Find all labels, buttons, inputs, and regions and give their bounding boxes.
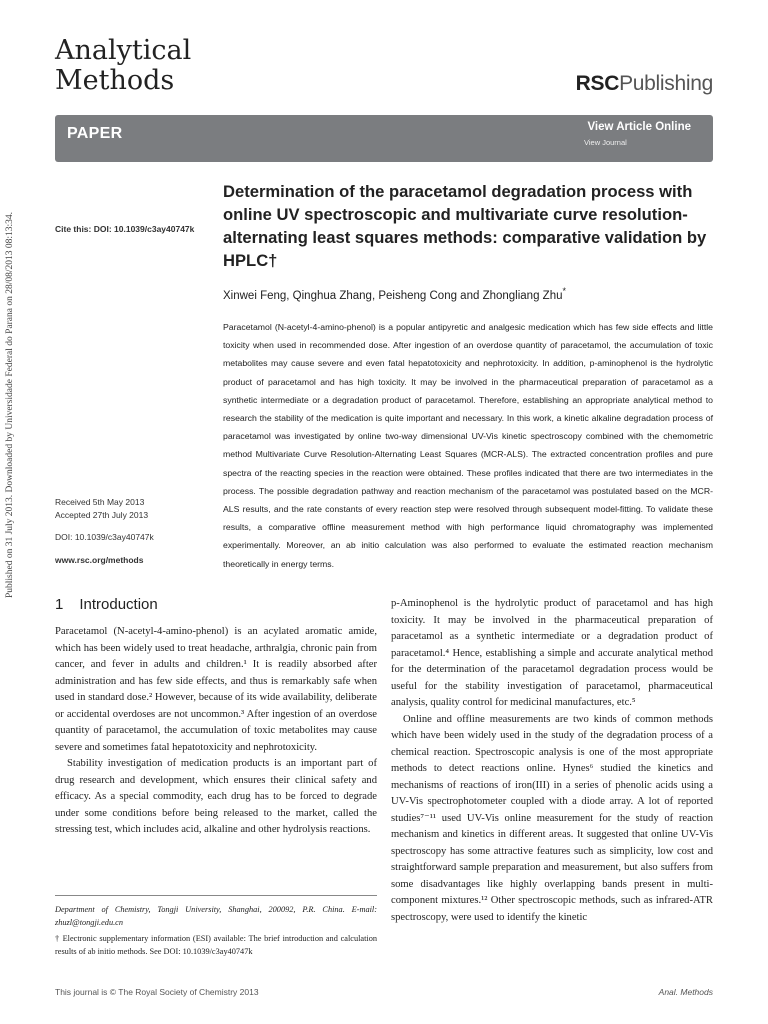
download-stamp-text: Published on 31 July 2013. Downloaded by Universidade Federal do Parana on 28/08/2013 08:13:34. [5,211,15,599]
footnotes [55,903,377,961]
right-column [391,596,713,926]
journal-title [55,36,191,96]
copyright-footer: This journal is © The Royal Society of Chemistry 2013 [55,987,259,997]
view-article-online-link[interactable]: View Article Online [587,121,691,133]
publisher-logo [576,72,713,96]
view-journal-link[interactable]: View Journal [584,138,627,147]
citation-doi: Cite this: DOI: 10.1039/c3ay40747k [55,224,195,234]
download-stamp [5,190,19,620]
abstract: Paracetamol (N-acetyl-4-amino-phenol) is a popular antipyretic and analgesic medication which has few side effects and little toxicity when used in recommended dose. After ingestion of an overdose quantity of paracetamol, the accumulation of toxic metabolites may cause severe and even fatal hepatotoxicity and nephrotoxicity. In addition, p-aminophenol is the hydrolytic product of paracetamol and has high toxicity. It may be involved in the pharmaceutical preparation of paracetamol as a synthetic intermediate or a degradation product of paracetamol. Therefore, establishing an appropriate analytical method to research the stability of the medication is quite important and necessary. In this work, a kinetic alkaline degradation process of paracetamol was investigated by online two-way dimensional UV-Vis kinetic spectroscopy combined with the chemometric method Multivariate Curve Resolution-Alternating Least Squares (MCR-ALS). The extracted concentration profiles and pure spectra of the reacting species in the reaction were obtained. These profiles indicated that there are two intermediates in the process. The possible degradation pathway and reaction mechanism of the paracetamol was postulated based on the MCR-ALS results, and the rate constants of every reaction step were resolved through subsequent model-fitting. To validate these results, a comparative offline measurement method with high performance liquid chromatography was implemented experimentally. Moreover, an ab initio calculation was also performed to evaluate the estimated reaction mechanism theoretically in energy terms. [223,322,713,569]
journal-url-link[interactable]: www.rsc.org/methods [55,555,144,565]
journal-title-line1: Analytical [55,35,192,66]
author-names: Xinwei Feng, Qinghua Zhang, Peisheng Cong and Zhongliang Zhu [223,289,563,302]
paper-title: Determination of the paracetamol degradation process with online UV spectroscopic and multivariate curve resolution-alternating least squares methods: comparative validation by HPLC† [223,182,707,270]
journal-title-line2: Methods [55,65,175,96]
article-type-banner [55,115,713,162]
article-type-label: PAPER [67,125,123,142]
section-heading [55,596,158,613]
article-history [55,496,148,522]
corresponding-author-mark: * [562,286,566,296]
affiliation-footnote: Department of Chemistry, Tongji University, Shanghai, 200092, P.R. China. E-mail: zhuzl@tongji.edu.cn [55,905,377,927]
footnote-divider [55,895,377,896]
section-title: Introduction [79,596,158,613]
section-number: 1 [55,596,64,613]
accepted-date: Accepted 27th July 2013 [55,510,149,520]
paragraph: Stability investigation of medication products is an important part of drug research and development, which ensures their clinical safety and efficacy. As a special commodity, each drug has to be forced to degrade under some conditions before being released to the market, called the stressing test, which includes acid, alkaline and other hydrolysis reactions. [55,758,377,835]
publisher-logo-publishing: Publishing [619,72,713,95]
journal-footer: Anal. Methods [658,987,713,997]
publisher-logo-rsc: RSC [575,72,620,95]
article-doi: DOI: 10.1039/c3ay40747k [55,532,154,542]
esi-footnote: † Electronic supplementary information (ESI) available: The brief introduction and calculation results of ab initio methods. See DOI: 10.1039/c3ay40747k [55,934,377,956]
left-column [55,624,377,839]
paragraph: Paracetamol (N-acetyl-4-amino-phenol) is an acylated aromatic amide, which has been widely used to treat headache, arthralgia, chronic pain from cancer, and fever in adults and children.¹ It is readily absorbed after administration and has few side effects, and thus is remarkably safe when used in standard dose.² However, because of its wide availability, deliberate or accidental overdoses are not uncommon.³ After ingestion of an overdose quantity of paracetamol, the accumulation of toxic metabolites may cause severe and sometimes fatal hepatotoxicity and nephrotoxicity. [55,626,377,753]
received-date: Received 5th May 2013 [55,497,145,507]
paragraph: Online and offline measurements are two kinds of common methods which have been widely used in the study of the degradation process of a chemical reaction. Spectroscopic analysis is one of the most appropriate methods to detect reactions online. Hynes⁶ studied the kinetics and mechanisms of reactions of iron(III) in a series of phenolic acids using a UV-Vis spectrophotometer coupled with a diode array. A lot of reported studies⁷⁻¹¹ used UV-Vis online measurement for the study of reaction mechanism and kinetics in different areas. It suggested that online UV-Vis spectroscopy has some attractive features such as simplicity, low cost and straightforward sample preparation and measurement, but also suffers from some disadvantages like highly overlapping bands present in multi-component mixtures.¹² Other spectroscopic methods, such as infrared-ATR spectroscopy, were used to identify the kinetic [391,713,713,923]
author-list [223,286,566,302]
paragraph: p-Aminophenol is the hydrolytic product of paracetamol and has high toxicity. It may be involved in the pharmaceutical preparation of paracetamol as a synthetic intermediate or a degradation product of paracetamol.⁴ Hence, establishing a simple and accurate analytical method for the determination of the paracetamol degradation process would be useful for the stability investigation of paracetamol, pharmaceutical analysis, quality control for medicinal manufactures, etc.⁵ [391,598,713,708]
